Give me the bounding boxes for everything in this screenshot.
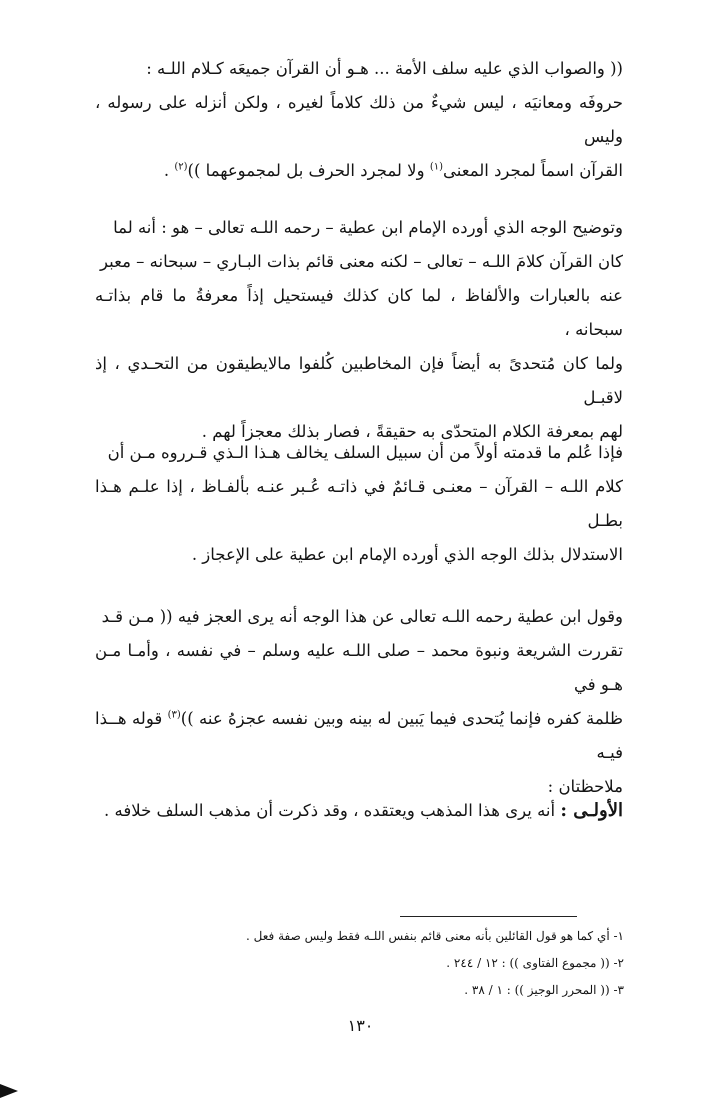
text-line: لهم بمعرفة الكلام المتحدّى به حقيقةً ، فصار بذلك معجزاً لهم . [201, 422, 623, 441]
text-segment: ظلمة كفره فإنما يُتحدى فيما يَبين له بينه وبين نفسه عجزهُ عنه )) [180, 709, 623, 728]
text-line: عنه بالعبارات والألفاظ ، لما كان كذلك فيستحيل إذاً معرفةُ ما قام بذاتـه سبحانه ، [95, 286, 623, 339]
text-line: وتوضيح الوجه الذي أورده الإمام ابن عطية – رحمه اللـه تعالى – هو : أنه لما [113, 218, 623, 237]
text-segment: . [163, 161, 170, 180]
corner-arrow-icon [0, 1084, 18, 1098]
text-line [95, 794, 623, 828]
text-line: وقول ابن عطية رحمه اللـه تعالى عن هذا الوجه أنه يرى العجز فيه (( مـن قـد [101, 607, 623, 626]
text-line: ولما كان مُتحدىً به أيضاً فإن المخاطبين كُلفوا مالايطيقون من التحـدي ، إذ لاقبـل [95, 354, 623, 407]
page-number: ١٣٠ [347, 1016, 374, 1035]
text-line: الاستدلال بذلك الوجه الذي أورده الإمام ابن عطية على الإعجاز . [191, 545, 623, 564]
text-line: فإذا عُلم ما قدمته أولاً من أن سبيل السلف يخالف هـذا الـذي قـرروه مـن أن [107, 443, 623, 462]
remark-heading: الأولـى : [560, 800, 623, 821]
text-line: كلام اللـه – القرآن – معنـى قـائمٌ في ذاتـه عُـبر عنـه بألفـاظ ، إذا علـم هـذا بطـل [95, 477, 623, 530]
text-segment: أنه يرى هذا المذهب ويعتقده ، وقد ذكرت أن مذهب السلف خلافه . [104, 801, 556, 820]
text-line: ملاحظتان : [547, 777, 623, 796]
footnotes [200, 923, 624, 1004]
footnote-item: ٣- (( المحرر الوجيز )) : ١ / ٣٨ . [464, 983, 624, 997]
paragraph-quote-salaf [95, 52, 623, 188]
footnote-ref: (١) [429, 161, 443, 173]
text-line: كان القرآن كلامَ اللـه – تعالى – لكنه معنى قائم بذات البـاري – سبحانه – معبر [100, 252, 623, 271]
paragraph-refutation [95, 436, 623, 572]
footnote-ref: (٢) [174, 161, 188, 173]
text-line: حروفَه ومعانيَه ، ليس شيءٌ من ذلك كلاماً لغيره ، ولكن أنزله على رسوله ، وليس [95, 93, 623, 146]
paragraph-ibn-atiyya-argument [95, 211, 623, 449]
text-segment: القرآن اسماً لمجرد المعنى [443, 161, 623, 180]
paragraph-ibn-atiyya-quote [95, 600, 623, 804]
text-line [95, 702, 623, 770]
footnote-item: ١- أي كما هو قول القائلين بأنه معنى قائم بنفس اللـه فقط وليس صفة فعل . [246, 929, 624, 943]
text-segment: قوله هــذا فيـه [95, 709, 623, 762]
text-segment: ولا لمجرد الحرف بل لمجموعهما )) [187, 161, 425, 180]
footnote-separator [400, 916, 577, 917]
paragraph-first-remark [95, 794, 623, 828]
text-line: تقررت الشريعة ونبوة محمد – صلى اللـه عليه وسلم – في نفسه ، وأمـا مـن هـو في [95, 641, 623, 694]
text-line: (( والصواب الذي عليه سلف الأمة ... هـو أن القرآن جميعَه كـلام اللـه : [146, 59, 623, 78]
footnote-item: ٢- (( مجموع الفتاوى )) : ١٢ / ٢٤٤ . [446, 956, 624, 970]
text-line [95, 154, 623, 188]
footnote-ref: (٣) [167, 709, 181, 721]
